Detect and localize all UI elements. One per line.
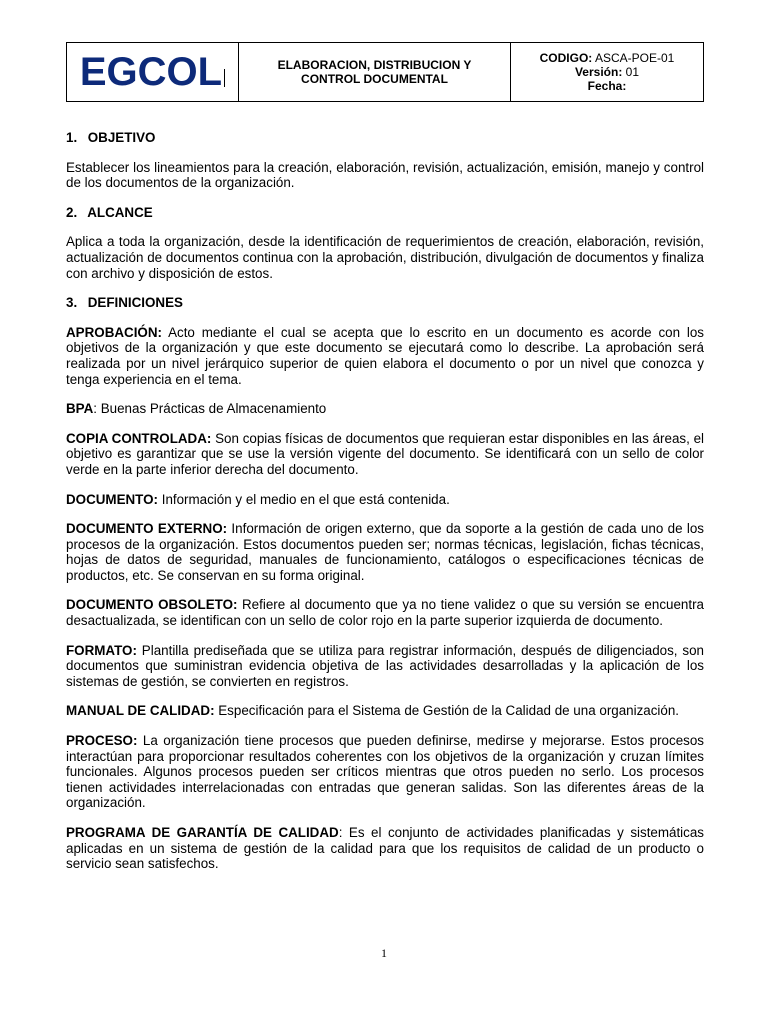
definition-text: La organización tiene procesos que pueden definirse, medirse y mejorarse. Estos procesos interactúan para proporcionar resultados coherentes con los objetivos de la organización y cruzan límites funcionales. Algunos procesos pueden ser críticos mientras que otros pueden no serlo. Los procesos tienen actividades interrelacionadas con entradas que generan salidas. Son las diferentes áreas de la organización. <box>66 733 704 811</box>
definition-manual-de-calidad <box>66 703 704 719</box>
definition-formato <box>66 643 704 690</box>
logo-cell <box>67 43 239 101</box>
document-title-line1: ELABORACION, DISTRIBUCION Y <box>277 58 472 72</box>
definition-text: Refiere al documento que ya no tiene validez o que su versión se encuentra desactualizada, se identifican con un sello de color rojo en la parte superior izquierda de documento. <box>66 597 704 629</box>
fecha-label: Fecha: <box>587 79 627 93</box>
definition-text: Información de origen externo, que da soporte a la gestión de cada uno de los procesos de la organización. Estos documentos pueden ser; normas técnicas, legislación, fichas técnicas, hojas de datos de seguridad, manuales de funcionamiento, catálogos o especificaciones técnicas de productos, etc. Se conservan en su forma original. <box>66 521 704 583</box>
definition-proceso <box>66 733 704 811</box>
document-title-cell <box>239 43 511 101</box>
definition-documento <box>66 492 704 508</box>
definition-text: Especificación para el Sistema de Gestión de la Calidad de una organización. <box>214 703 680 719</box>
fecha-row <box>588 79 627 93</box>
section-title: DEFINICIONES <box>87 295 183 311</box>
section-number: 2. <box>66 204 78 220</box>
section-heading-objetivo <box>66 130 704 146</box>
definition-text: : Buenas Prácticas de Almacenamiento <box>93 401 327 417</box>
document-title-line2: CONTROL DOCUMENTAL <box>301 72 448 86</box>
alcance-paragraph: Aplica a toda la organización, desde la identificación de requerimientos de creación, elaboración, revisión, actualización de documentos continua con la aprobación, distribución, divulgación de documentos y finaliza con archivo y disposición de estos. <box>66 234 704 281</box>
definition-term: MANUAL DE CALIDAD: <box>66 703 215 719</box>
logo-text: EGCOL <box>79 50 223 94</box>
definition-aprobacion <box>66 325 704 387</box>
section-number: 3. <box>66 295 78 311</box>
definition-term: DOCUMENTO EXTERNO: <box>66 521 228 537</box>
version-label: Versión: <box>574 65 623 79</box>
section-heading-definiciones <box>66 295 704 311</box>
definition-text: Información y el medio en el que está contenida. <box>158 491 450 507</box>
document-body <box>66 130 704 886</box>
codigo-value: ASCA-POE-01 <box>594 51 675 65</box>
company-logo <box>80 52 225 92</box>
definition-documento-externo <box>66 521 704 583</box>
definition-term: APROBACIÓN: <box>66 324 162 340</box>
definition-term: COPIA CONTROLADA: <box>66 430 212 446</box>
definition-term: DOCUMENTO: <box>66 491 158 507</box>
objetivo-paragraph: Establecer los lineamientos para la creación, elaboración, revisión, actualización, emisión, manejo y control de los documentos de la organización. <box>66 159 704 191</box>
definition-bpa <box>66 401 704 417</box>
definition-term: PROCESO: <box>66 733 138 749</box>
definition-text: : Es el conjunto de actividades planificadas y sistemáticas aplicadas en un sistema de gestión de la calidad para que los requisitos de calidad de un producto o servicio sean satisfechos. <box>66 825 704 872</box>
definition-documento-obsoleto <box>66 597 704 628</box>
definition-programa-garantia-calidad <box>66 825 704 872</box>
page-number: 1 <box>381 946 387 960</box>
definition-text: Acto mediante el cual se acepta que lo escrito en un documento es acorde con los objetivos de la organización y que este documento se ejecutará como lo describe. La aprobación será realizada por un nivel jerárquico superior de quien elabora el documento o por un nivel que conozca y tenga experiencia en el tema. <box>66 324 704 387</box>
definition-copia-controlada <box>66 431 704 478</box>
logo-cursor-bar <box>224 69 225 87</box>
version-row <box>575 65 639 79</box>
codigo-row <box>540 51 675 65</box>
definition-text: Son copias físicas de documentos que requieran estar disponibles en las áreas, el objetivo es garantizar que se use la versión vigente del documento. Se identificará con un sello de color verde en la parte inferior derecha del documento. <box>66 430 704 477</box>
codigo-label: CODIGO: <box>539 51 593 65</box>
definition-term: FORMATO: <box>66 642 137 658</box>
section-number: 1. <box>66 130 78 145</box>
section-heading-alcance <box>66 205 704 221</box>
definition-text: Plantilla prediseñada que se utiliza para registrar información, después de diligenciados, son documentos que suministran evidencia objetiva de las actividades desarrolladas y la aplicación de los sistemas de gestión, se convierten en registros. <box>66 642 704 689</box>
section-title: OBJETIVO <box>87 130 156 145</box>
definition-term: BPA <box>66 401 94 417</box>
document-header <box>66 42 704 102</box>
definition-term: DOCUMENTO OBSOLETO: <box>66 597 238 613</box>
document-code-cell <box>511 43 703 101</box>
section-title: ALCANCE <box>87 204 153 220</box>
version-value: 01 <box>625 65 640 79</box>
definition-term: PROGRAMA DE GARANTÍA DE CALIDAD <box>66 825 339 840</box>
